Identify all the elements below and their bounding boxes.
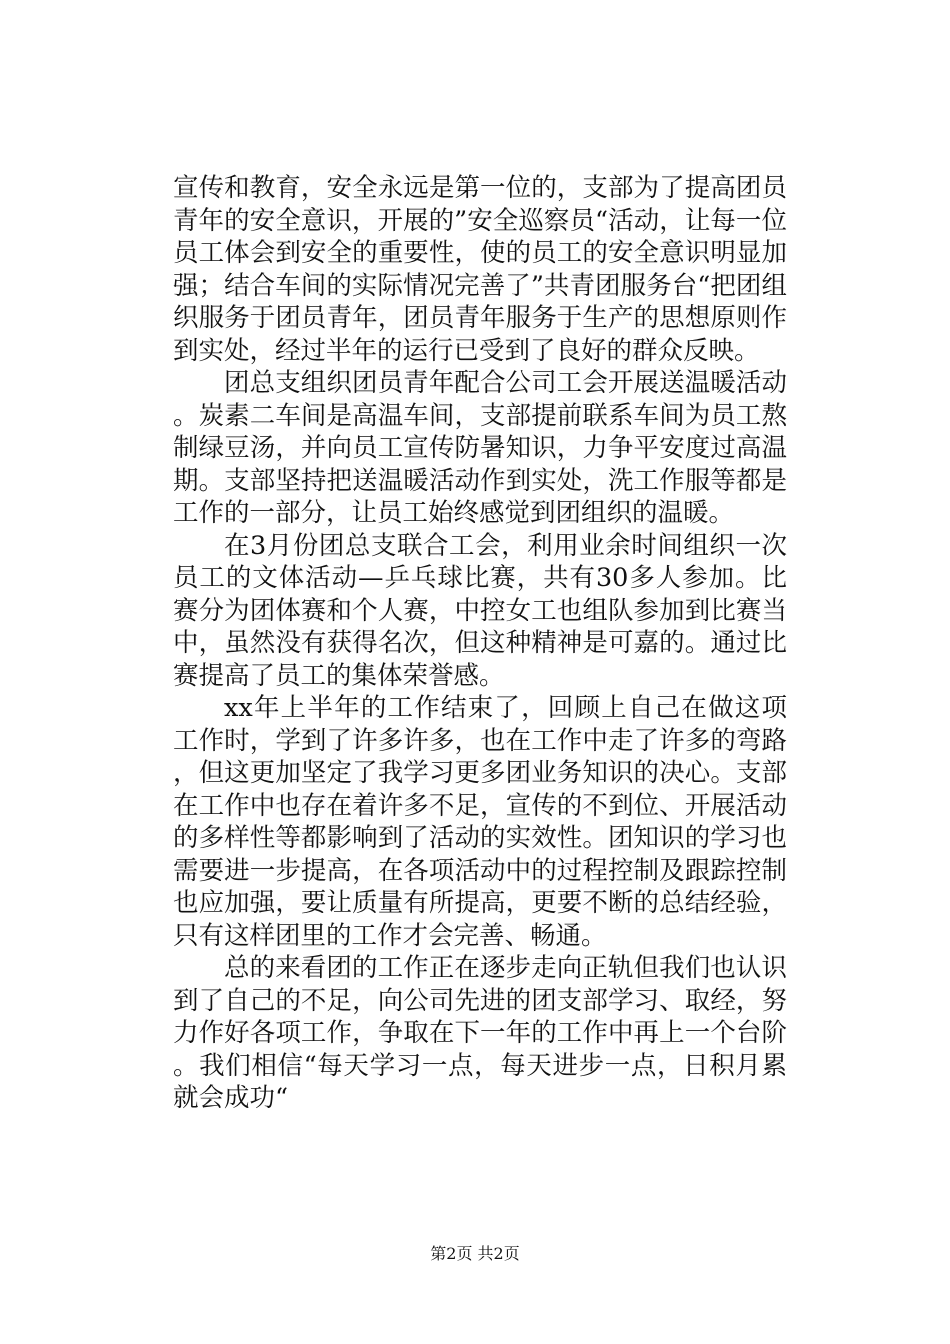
- document-body: [173, 172, 787, 1115]
- paragraph-4: xx年上半年的工作结束了，回顾上自己在做这项工作时，学到了许多许多，也在工作中走了许多的弯路，但这更加坚定了我学习更多团业务知识的决心。支部在工作中也存在着许多不足，宣传的不到位、开展活动的多样性等都影响到了活动的实效性。团知识的学习也需要进一步提高，在各项活动中的过程控制及跟踪控制也应加强，要让质量有所提高，更要不断的总结经验，只有这样团里的工作才会完善、畅通。: [173, 693, 787, 951]
- paragraph-5: 总的来看团的工作正在逐步走向正轨但我们也认识到了自己的不足，向公司先进的团支部学习、取经，努力作好各项工作，争取在下一年的工作中再上一个台阶。我们相信“每天学习一点，每天进步一点，日积月累就会成功“: [173, 953, 787, 1113]
- page-footer: 第2页 共2页: [430, 1244, 520, 1263]
- paragraph-1: 宣传和教育，安全永远是第一位的，支部为了提高团员青年的安全意识，开展的”安全巡察员“活动，让每一位员工体会到安全的重要性，使的员工的安全意识明显加强；结合车间的实际情况完善了”共青团服务台“把团组织服务于团员青年，团员青年服务于生产的思想原则作到实处，经过半年的运行已受到了良好的群众反映。: [173, 173, 787, 366]
- paragraph-2: 团总支组织团员青年配合公司工会开展送温暖活动。炭素二车间是高温车间，支部提前联系车间为员工熬制绿豆汤，并向员工宣传防暑知识，力争平安度过高温期。支部坚持把送温暖活动作到实处，洗工作服等都是工作的一部分，让员工始终感觉到团组织的温暖。: [173, 368, 787, 528]
- paragraph-3: 在3月份团总支联合工会，利用业余时间组织一次员工的文体活动—乒乓球比赛，共有30多人参加。比赛分为团体赛和个人赛，中控女工也组队参加到比赛当中，虽然没有获得名次，但这种精神是可嘉的。通过比赛提高了员工的集体荣誉感。: [173, 530, 787, 691]
